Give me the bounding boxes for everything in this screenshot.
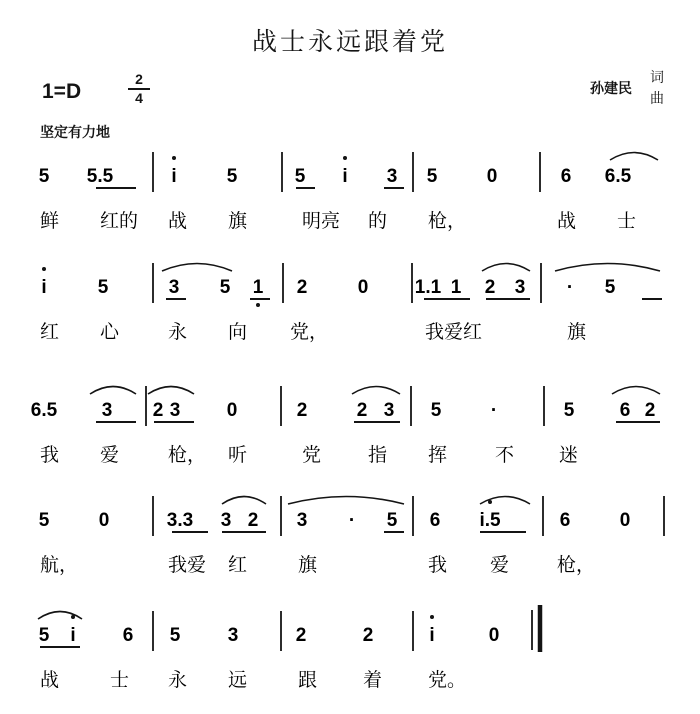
lyric-syllable: 永 [168,321,188,343]
lyric-syllable: 挥 [428,444,448,466]
jianpu-note: 5 [169,625,181,646]
octave-dot-high [430,615,434,619]
lyric-syllable: 永 [168,669,188,691]
jianpu-note: 5.5 [86,166,114,187]
lyric-syllable: 爱 [100,444,120,466]
tempo-marking: 坚定有力地 [40,125,110,141]
jianpu-note: 5 [604,277,616,298]
lyric-syllable: 枪， [168,444,207,466]
jianpu-note: 6.5 [604,166,632,187]
jianpu-note: i [171,166,177,187]
octave-dot-high [488,500,492,504]
lyric-syllable: 我爱 [168,554,207,576]
lyric-syllable: 红 [40,321,60,343]
jianpu-note: i [41,277,47,298]
jianpu-note: 5 [38,166,50,187]
jianpu-note: 3 [296,510,308,531]
lyric-syllable: 跟 [298,669,318,691]
jianpu-note: i [342,166,348,187]
jianpu-note: 2 [152,400,164,421]
slur-arc [162,264,232,272]
music-role: 曲 [650,91,664,107]
lyric-syllable: 向 [228,321,248,343]
slur-arc [352,387,400,395]
jianpu-note: 2 [296,400,308,421]
jianpu-note: · [490,400,498,421]
lyric-syllable: 着 [363,669,383,691]
jianpu-note: 5 [97,277,109,298]
jianpu-note: 6 [559,510,571,531]
lyric-syllable: 红的 [100,210,139,232]
jianpu-note: i [70,625,76,646]
composer-name: 孙建民 [590,81,632,97]
jianpu-note: 5 [38,625,50,646]
lyric-syllable: 士 [617,210,637,232]
slur-arc [90,387,136,395]
jianpu-note: 0 [619,510,631,531]
slur-arc [480,497,530,505]
slur-arc [148,387,194,395]
lyric-syllable: 士 [110,669,130,691]
jianpu-note: 5 [294,166,306,187]
jianpu-note: 3 [220,510,232,531]
jianpu-note: i [429,625,435,646]
jianpu-note: i.5 [479,510,501,531]
octave-dot-high [71,615,75,619]
slur-arc [482,264,530,272]
lyric-syllable: 旗 [567,321,587,343]
jianpu-note: 6 [560,166,572,187]
song-title: 战士永远跟着党 [251,27,448,56]
jianpu-note: 6.5 [30,400,58,421]
lyric-syllable: 我 [40,444,60,466]
octave-dot-low [256,303,260,307]
lyric-syllable: 鲜 [40,210,60,232]
jianpu-note: 3.3 [166,510,194,531]
time-signature-top: 2 [135,71,143,87]
lyric-syllable: 心 [100,321,120,343]
jianpu-note: 6 [429,510,441,531]
slur-arc [610,153,658,161]
lyric-syllable: 指 [368,444,388,466]
jianpu-note: 5 [563,400,575,421]
lyric-syllable: 枪， [557,554,596,576]
jianpu-note: 6 [122,625,134,646]
key-signature: 1=D [42,80,82,103]
jianpu-note: · [348,510,356,531]
octave-dot-high [172,156,176,160]
slur-arc [222,497,266,505]
lyric-syllable: 枪， [428,210,467,232]
jianpu-note: 2 [295,625,307,646]
octave-dot-high [343,156,347,160]
jianpu-note: 3 [101,400,113,421]
jianpu-note: 0 [226,400,238,421]
slur-arc [38,612,82,620]
jianpu-note: 2 [247,510,259,531]
lyric-syllable: 战 [557,210,577,232]
jianpu-note: 1 [450,277,462,298]
jianpu-note: 3 [514,277,526,298]
jianpu-note: 0 [98,510,110,531]
slur-arc [612,387,660,395]
octave-dot-high [42,267,46,271]
lyric-syllable: 党。 [428,669,467,691]
lyric-syllable: 听 [228,444,248,466]
jianpu-note: 2 [356,400,368,421]
jianpu-note: · [566,277,574,298]
jianpu-note: 3 [227,625,239,646]
jianpu-note: 2 [484,277,496,298]
lyric-syllable: 的 [368,210,388,232]
jianpu-note: 6 [619,400,631,421]
jianpu-note: 2 [362,625,374,646]
jianpu-note: 1.1 [414,277,442,298]
lyric-syllable: 不 [495,444,515,466]
lyric-syllable: 党， [290,321,329,343]
jianpu-note: 3 [168,277,180,298]
lyric-syllable: 旗 [298,554,318,576]
lyric-syllable: 战 [168,210,188,232]
jianpu-note: 0 [357,277,369,298]
jianpu-note: 5 [426,166,438,187]
jianpu-note: 5 [38,510,50,531]
lyric-syllable: 远 [228,669,248,691]
jianpu-note: 3 [386,166,398,187]
lyrics-role: 词 [650,70,664,86]
jianpu-note: 0 [486,166,498,187]
slur-arc [288,497,404,505]
lyric-syllable: 我爱红 [425,321,483,343]
lyric-syllable: 旗 [228,210,248,232]
lyric-syllable: 迷 [559,444,579,466]
jianpu-note: 5 [430,400,442,421]
jianpu-note: 1 [252,277,264,298]
jianpu-note: 3 [383,400,395,421]
lyric-syllable: 我 [428,554,448,576]
lyric-syllable: 战 [40,669,60,691]
lyric-syllable: 红 [228,554,248,576]
slur-arc [555,264,660,272]
lyric-syllable: 明亮 [302,210,341,232]
lyric-syllable: 党 [302,444,322,466]
jianpu-note: 5 [219,277,231,298]
jianpu-note: 2 [296,277,308,298]
jianpu-note: 5 [226,166,238,187]
lyric-syllable: 航， [40,554,79,576]
jianpu-note: 0 [488,625,500,646]
jianpu-note: 2 [644,400,656,421]
lyric-syllable: 爱 [490,554,510,576]
jianpu-note: 3 [169,400,181,421]
jianpu-note: 5 [386,510,398,531]
time-signature-bottom: 4 [135,90,143,106]
